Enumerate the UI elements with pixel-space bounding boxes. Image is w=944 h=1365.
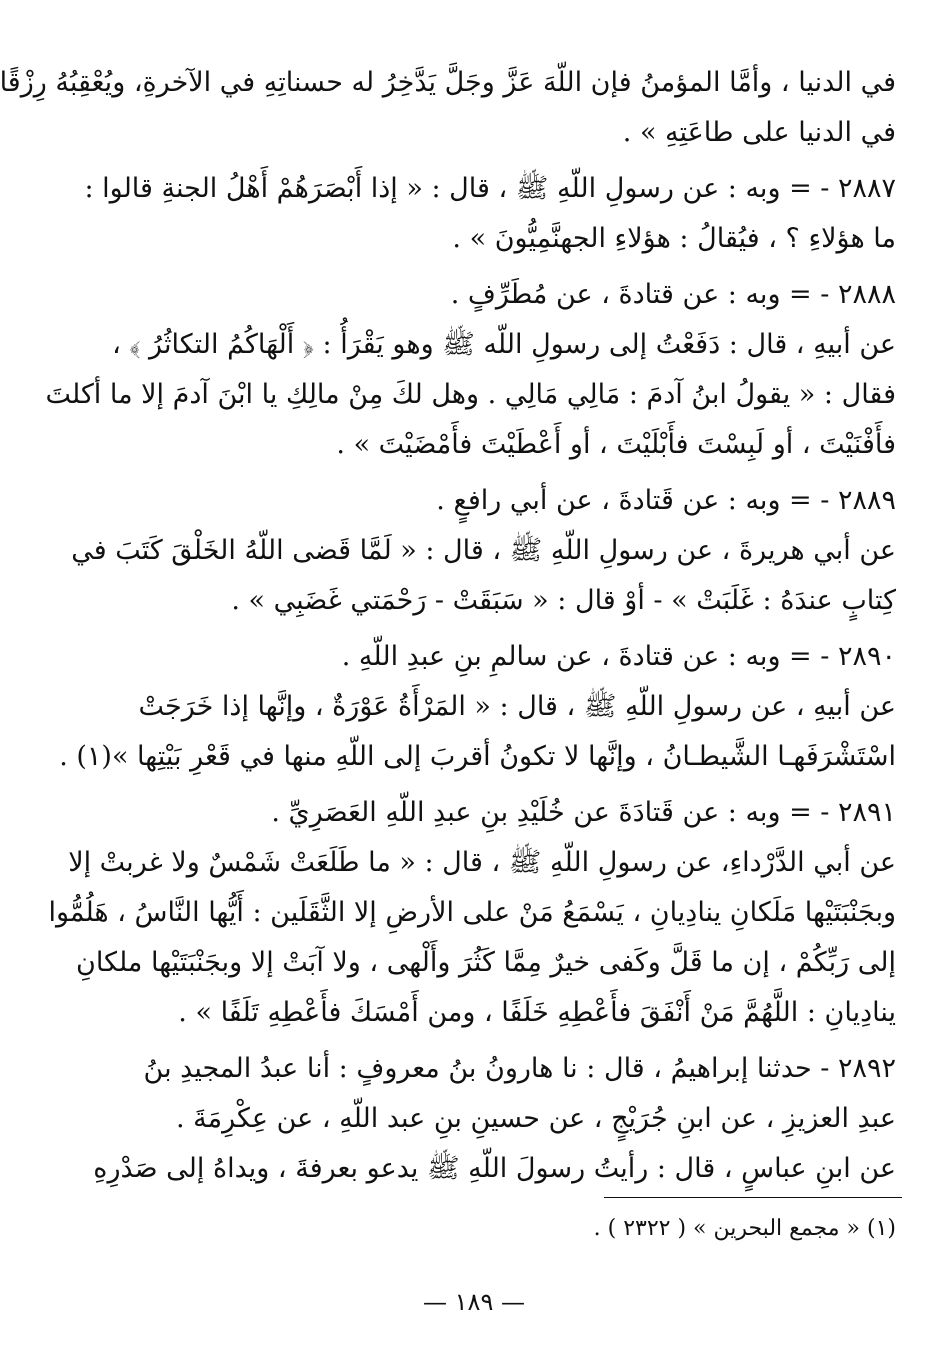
hadith-heading-2887: ٢٨٨٧ - = وبه : عن رسولِ اللّهِ ﷺ ، قال : « إذا أَبْصَرَهُمْ أَهْلُ الجنةِ قالوا : — [84, 173, 896, 204]
text-line: عن ابنِ عباسٍ ، قال : رأيتُ رسولَ اللّهِ ﷺ يدعو بعرفةَ ، ويداهُ إلى صَدْرِهِ — [93, 1153, 896, 1184]
body-text — [0, 58, 896, 1194]
text-line: كِتابٍ عندَهُ : غَلَبَتْ » - أوْ قال : « سَبَقَتْ - رَحْمَتي غَضَبِي » . — [231, 585, 896, 616]
text-line: ما هؤلاءِ ؟ ، فيُقالُ : هؤلاءِ الجهنَّمِيُّونَ » . — [452, 223, 896, 254]
text-line: اسْتَشْرَفَهـا الشَّيطـانُ ، وإنَّها لا تكونُ أقربَ إلى اللّهِ منها في قَعْرِ بَيْتِها »(١) . — [59, 741, 896, 772]
text-line: إلى رَبِّكُمْ ، إن ما قَلَّ وكَفى خيرٌ مِمَّا كَثُرَ وأَلْهى ، ولا آبَتْ إلا وبجَنْبَتَيْها ملكانِ — [76, 947, 896, 978]
text-line: وبجَنْبَتَيْها مَلَكانِ ينادِيانِ ، يَسْمَعُ مَنْ على الأرضِ إلا الثَّقَلَين : أَيُّها النَّاسُ ، هَلُمُّوا — [48, 897, 896, 928]
text-line: فقال : « يقولُ ابنُ آدمَ : مَالِي مَالِي . وهل لكَ مِنْ مالِكِ يا ابْنَ آدمَ إلا ما أكلتَ — [45, 379, 896, 410]
text-line: في الدنيا على طاعَتِهِ » . — [622, 117, 896, 148]
text-line: فأَفْنَيْتَ ، أو لَبِسْتَ فأَبْلَيْتَ ، أو أَعْطَيْتَ فأَمْضَيْتَ » . — [336, 429, 896, 460]
hadith-heading-2891: ٢٨٩١ - = وبه : عن قَتادَةَ عن خُلَيْدِ بنِ عبدِ اللّهِ العَصَرِيِّ . — [271, 797, 896, 828]
text-line: عن أبي الدَّرْداءِ، عن رسولِ اللّهِ ﷺ ، قال : « ما طَلَعَتْ شَمْسٌ ولا غربتْ إلا — [68, 847, 896, 878]
text-line: ينادِيانِ : اللَّهُمَّ مَنْ أَنْفَقَ فأَعْطِهِ خَلَفًا ، ومن أَمْسَكَ فأَعْطِهِ تَلَفًا » . — [178, 997, 896, 1028]
page-number: — ١٨٩ — — [423, 1288, 525, 1316]
text-line: عن أبيهِ ، قال : دَفَعْتُ إلى رسولِ اللّه ﷺ وهو يَقْرَأُ : ﴿ أَلْهَاكُمُ التكاثُرُ ﴾ ، — [112, 329, 896, 360]
footnote: (١) « مجمع البحرين » ( ٢٣٢٢ ) . — [593, 1216, 896, 1241]
hadith-heading-2889: ٢٨٨٩ - = وبه : عن قَتادةَ ، عن أبي رافعٍ . — [436, 485, 896, 516]
text-line: في الدنيا ، وأمَّا المؤمنُ فإن اللّهَ عَزَّ وجَلَّ يَدَّخِرُ له حسناتِهِ في الآخرةِ، ويُعْقِبُهُ رِزْقًا — [0, 67, 896, 98]
hadith-heading-2890: ٢٨٩٠ - = وبه : عن قتادةَ ، عن سالمِ بنِ عبدِ اللّهِ . — [341, 641, 896, 672]
text-line: عبدِ العزيزِ ، عن ابنِ جُرَيْجٍ ، عن حسينِ بنِ عبد اللّهِ ، عن عِكْرِمَةَ . — [175, 1103, 896, 1134]
hadith-heading-2888: ٢٨٨٨ - = وبه : عن قتادةَ ، عن مُطَرِّفٍ . — [450, 279, 896, 310]
text-line: عن أبيهِ ، عن رسولِ اللّهِ ﷺ ، قال : « المَرْأَةُ عَوْرَةٌ ، وإنَّها إذا خَرَجَتْ — [138, 691, 896, 722]
hadith-heading-2892: ٢٨٩٢ - حدثنا إبراهيمُ ، قال : نا هارونُ بنُ معروفٍ : أنا عبدُ المجيدِ بنُ — [143, 1053, 896, 1084]
text-line: عن أبي هريرةَ ، عن رسولِ اللّهِ ﷺ ، قال : « لَمَّا قَضى اللّهُ الخَلْقَ كَتَبَ في — [71, 535, 896, 566]
footnote-divider — [604, 1197, 902, 1198]
